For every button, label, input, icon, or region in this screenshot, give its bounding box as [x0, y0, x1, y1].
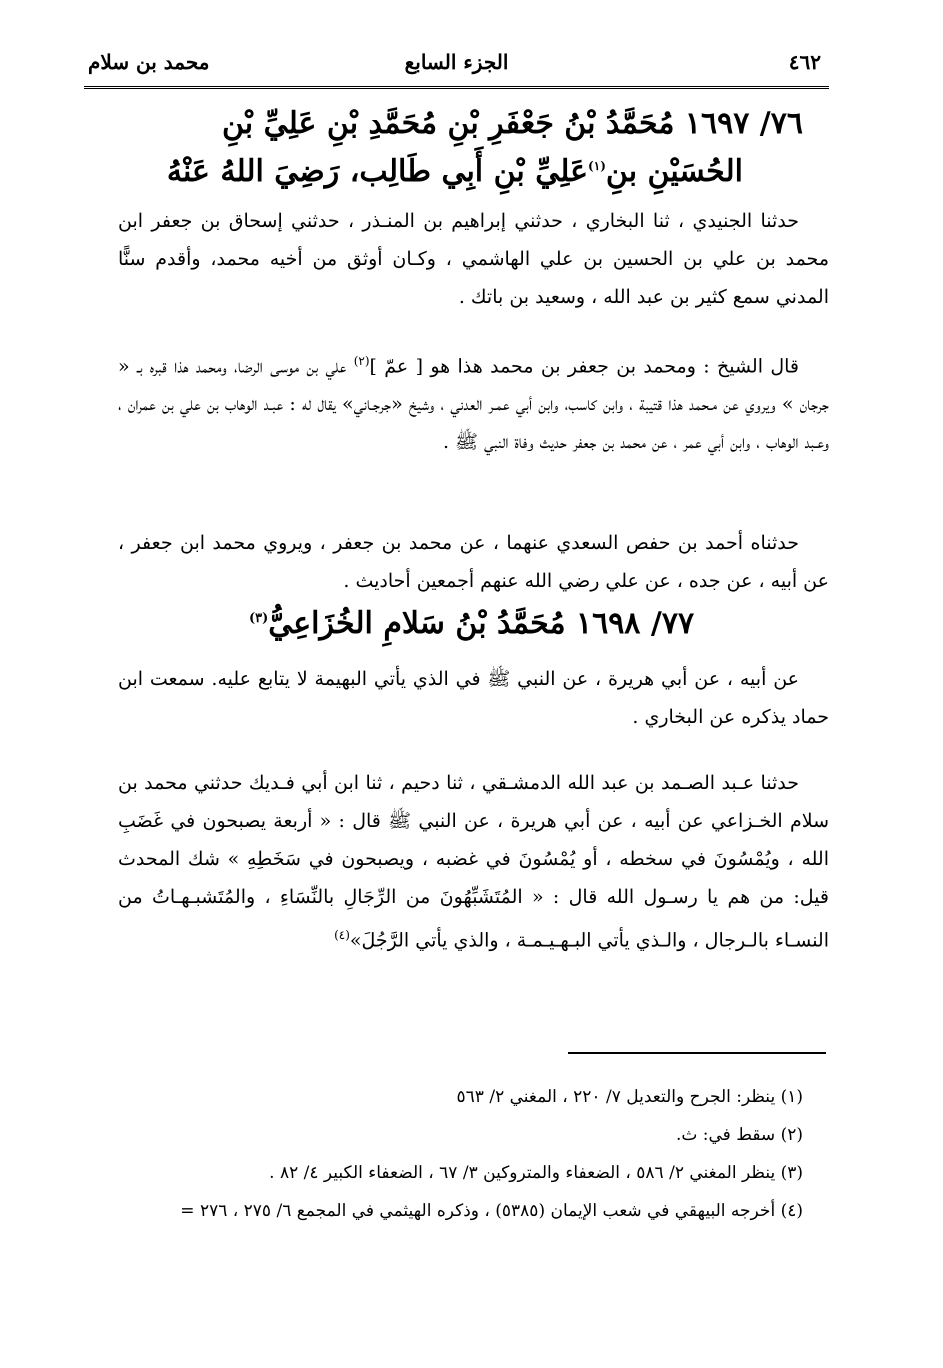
- paragraph-3: [118, 524, 829, 600]
- page-header: [84, 44, 829, 89]
- running-title: محمد بن سلام: [88, 50, 210, 74]
- paragraph-text: حدثنا الجنيدي ، ثنا البخاري ، حدثني إبراهيم بن المنـذر ، حدثني إسحاق بن جعفر ابن محمد بن علي بن الحسين بن علي الهاشمي ، وكـان أوثق من أخيه محمد، وأقدم سنًّا المدني سمع كثير بن عبد الله ، وسعيد بن باتك .: [118, 210, 829, 308]
- paragraph-text: [118, 764, 829, 959]
- footnote-2: (٢) سقط في: ث.: [675, 1125, 803, 1145]
- paragraph-text: عن أبيه ، عن أبي هريرة ، عن النبي ﷺ في الذي يأتي البهيمة لا يتابع عليه. سمعت ابن حماد يذكره عن البخاري .: [118, 668, 829, 728]
- paragraph-2: [118, 342, 829, 461]
- paragraph-text: حدثناه أحمد بن حفص السعدي عنهما ، عن محمد بن جعفر ، ويروي محمد ابن جعفر ، عن أبيه ، عن جده ، عن علي رضي الله عنهم أجمعين أحاديث .: [118, 532, 829, 592]
- paragraph-text-a: حدثنا عـبد الصـمد بن عبد الله الدمشـقي ، ثنا دحيم ، ثنا ابن أبي فـديك حدثني محمد بن سلام الخـزاعي عن أبيه ، عن أبي هريرة ، عن النبي ﷺ قال : « أربعة يصبحون في غَضَبِ الله ، ويُمْسُونَ في سخطه ، أو يُمْسُونَ في غضبه ، ويصبحون في سَخَطِهِ » شك المحدث قيل: من هم يا رسـول الله قال : « المُتَشَبِّهُونَ من الرِّجَالِ بالنِّسَاءِ ، والمُتَشبـهـاتُ من النسـاء بالـرجال ، والـذي يأتي البـهـيـمـة ، والذي يأتي الرَّجُلَ»: [118, 772, 829, 952]
- part-title: الجزء السابع: [404, 50, 509, 74]
- footnote-4: (٤) أخرجه البيهقي في شعب الإيمان (٥٣٨٥) ، وذكره الهيثمي في المجمع ٦/ ٢٧٥ ، ٢٧٦ =: [180, 1201, 803, 1221]
- page-number: ٤٦٢: [788, 50, 821, 74]
- entry-1697-title-line2: [166, 154, 743, 189]
- entry-1697-title-line1: ٧٦/ ١٦٩٧ مُحَمَّدُ بْنُ جَعْفَرِ بْنِ مُحَمَّدِ بْنِ عَلِيِّ بْنِ: [221, 106, 803, 141]
- footnote-ref-3[interactable]: (٣): [248, 611, 269, 626]
- footnotes: [118, 1078, 803, 1230]
- entry-1698-title: [0, 606, 943, 641]
- paragraph-text: [118, 342, 829, 461]
- footnote-ref-1[interactable]: (١): [588, 159, 606, 173]
- paragraph-1: [118, 202, 829, 316]
- paragraph-5: [118, 764, 829, 959]
- paragraph-text-b: علي بن موسى الرضا، ومحمد هذا قبره بـ « جرجان » ويروي عن مـحمد هذا قتيبة ، وابن كاسب، وابن أبي عمـر العدني ، وشيخ «جرجـاني» يقال له : عبـد الوهاب بن علي بن عمران ، وعـبد الوهاب ، وابن أبي عمر ، عن محمد بن جعفر حديث وفاة النبي ﷺ .: [118, 355, 829, 454]
- footnote-3: (٣) ينظر المغني ٢/ ٥٨٦ ، الضعفاء والمتروكين ٣/ ٦٧ ، الضعفاء الكبير ٤/ ٨٢ .: [269, 1163, 803, 1183]
- footnote-divider: [568, 1052, 826, 1054]
- footnote-ref-4[interactable]: (٤): [334, 928, 350, 942]
- title-text: الحُسَيْنِ بنِ: [605, 154, 743, 189]
- title-text-cont: عَلِيِّ بْنِ أَبِي طَالِب، رَضِيَ اللهُ عَنْهُ: [166, 154, 589, 189]
- footnote-1: (١) ينظر: الجرح والتعديل ٧/ ٢٢٠ ، المغني ٢/ ٥٦٣: [456, 1087, 803, 1107]
- footnote-ref-2[interactable]: (٢): [353, 354, 370, 368]
- title-text: ٧٧/ ١٦٩٨ مُحَمَّدُ بْنُ سَلامِ الخُزَاعِيُّ: [268, 606, 695, 641]
- paragraph-4: [118, 660, 829, 736]
- paragraph-text-a: قال الشيخ : ومحمد بن جعفر بن محمد هذا هو [ عمّ ]: [369, 355, 799, 378]
